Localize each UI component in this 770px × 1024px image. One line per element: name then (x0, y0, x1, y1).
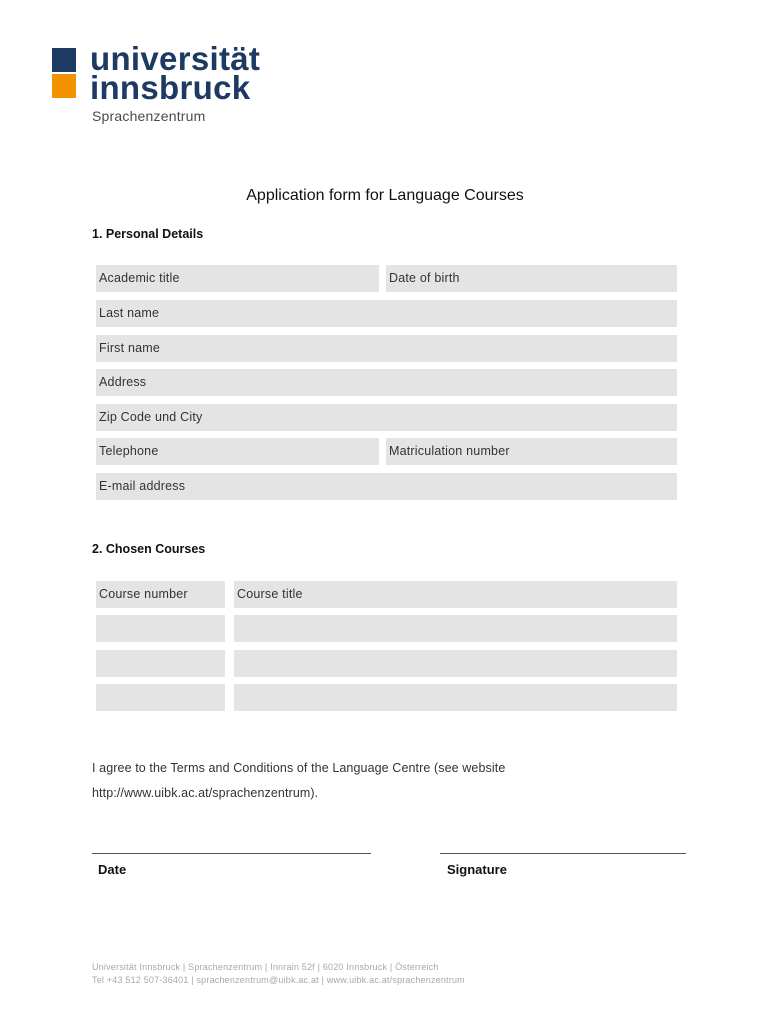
last-name-field[interactable]: Last name (96, 300, 677, 327)
email-field[interactable]: E-mail address (96, 473, 677, 500)
date-line[interactable] (92, 853, 371, 854)
course-title-cell[interactable] (234, 615, 677, 642)
logo-blue-square (52, 48, 76, 72)
course-title-cell[interactable] (234, 650, 677, 677)
course-number-cell[interactable] (96, 615, 225, 642)
course-number-cell[interactable] (96, 684, 225, 711)
first-name-field[interactable]: First name (96, 335, 677, 362)
course-title-header[interactable]: Course title (234, 581, 677, 608)
logo-subtitle: Sprachenzentrum (92, 108, 206, 124)
course-number-header[interactable]: Course number (96, 581, 225, 608)
logo-text-universitaet: universität (90, 40, 261, 77)
matriculation-number-field[interactable]: Matriculation number (386, 438, 677, 465)
agreement-text-line2: http://www.uibk.ac.at/sprachenzentrum). (92, 786, 319, 800)
course-title-cell[interactable] (234, 684, 677, 711)
footer-address: Universität Innsbruck | Sprachenzentrum | Innrain 52f | 6020 Innsbruck | Österreich (92, 962, 439, 972)
logo-text-innsbruck: innsbruck (90, 69, 251, 106)
footer-contact: Tel +43 512 507-36401 | sprachenzentrum@uibk.ac.at | www.uibk.ac.at/sprachenzentrum (92, 975, 465, 985)
academic-title-field[interactable]: Academic title (96, 265, 379, 292)
address-field[interactable]: Address (96, 369, 677, 396)
date-label: Date (98, 862, 127, 877)
section-personal-details: 1. Personal Details (92, 227, 204, 241)
zip-city-field[interactable]: Zip Code und City (96, 404, 677, 431)
signature-line[interactable] (440, 853, 686, 854)
agreement-text-line1: I agree to the Terms and Conditions of the Language Centre (see website (92, 761, 506, 775)
signature-label: Signature (447, 862, 507, 877)
telephone-field[interactable]: Telephone (96, 438, 379, 465)
form-title: Application form for Language Courses (246, 187, 524, 204)
section-chosen-courses: 2. Chosen Courses (92, 542, 206, 556)
logo-orange-square (52, 74, 76, 98)
course-number-cell[interactable] (96, 650, 225, 677)
date-of-birth-field[interactable]: Date of birth (386, 265, 677, 292)
